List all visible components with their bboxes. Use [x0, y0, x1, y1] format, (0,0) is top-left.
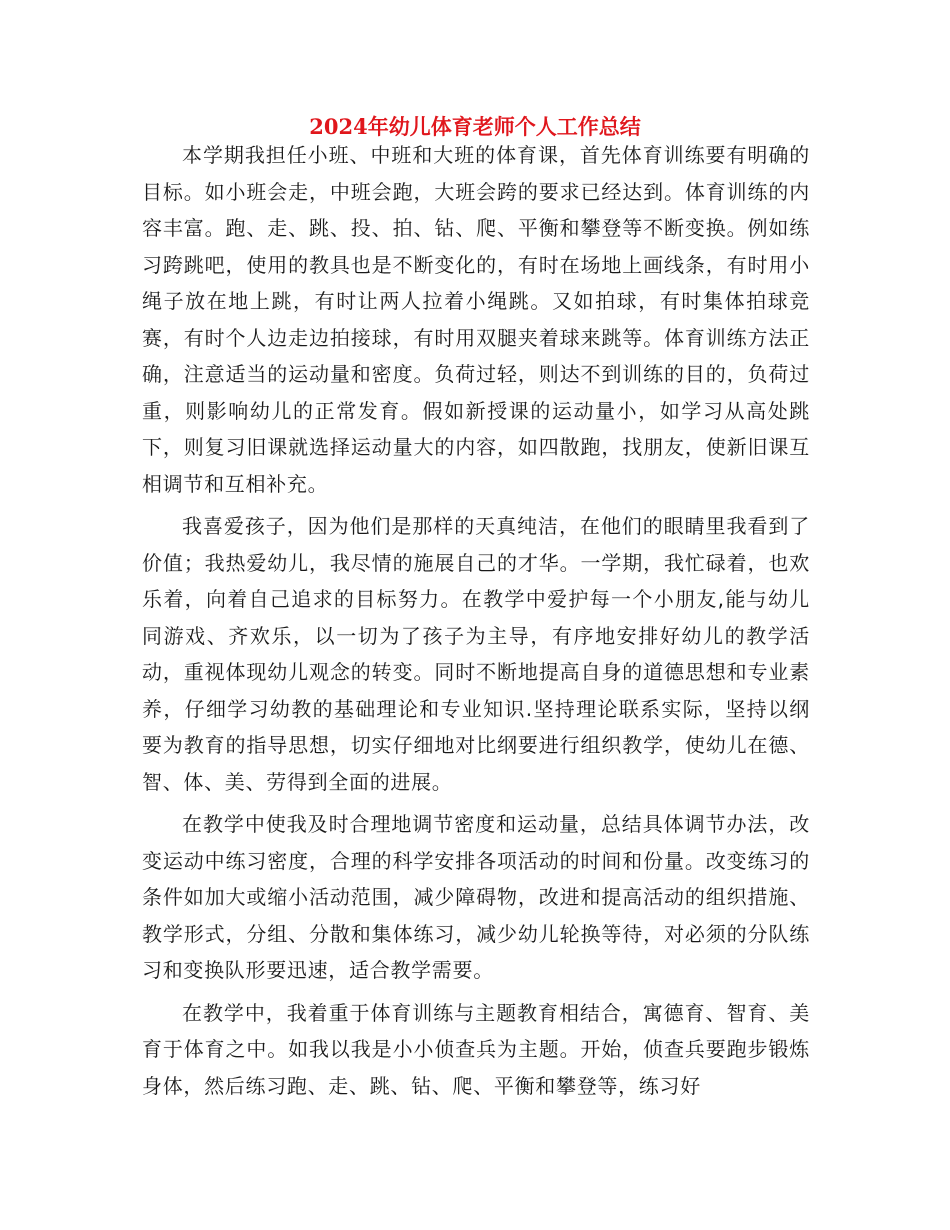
paragraph-4: 在教学中，我着重于体育训练与主题教育相结合，寓德育、智育、美育于体育之中。如我以我是小小侦查兵为主题。开始，侦查兵要跑步锻炼身体，然后练习跑、走、跳、钻、爬、平衡和攀登等，练习好: [142, 1000, 810, 1098]
paragraph-1: 本学期我担任小班、中班和大班的体育课，首先体育训练要有明确的目标。如小班会走，中班会跑，大班会跨的要求已经达到。体育训练的内容丰富。跑、走、跳、投、拍、钻、爬、平衡和攀登等不断变换。例如练习跨跳吧，使用的教具也是不断变化的，有时在场地上画线条，有时用小绳子放在地上跳，有时让两人拉着小绳跳。又如拍球，有时集体拍球竞赛，有时个人边走边拍接球，有时用双腿夹着球来跳等。体育训练方法正确，注意适当的运动量和密度。负荷过轻，则达不到训练的目的，负荷过重，则影响幼儿的正常发育。假如新授课的运动量小，如学习从高处跳下，则复习旧课就选择运动量大的内容，如四散跑，找朋友，使新旧课互相调节和互相补充。: [142, 143, 810, 496]
paragraph-3: 在教学中使我及时合理地调节密度和运动量，总结具体调节办法，改变运动中练习密度，合理的科学安排各项活动的时间和份量。改变练习的条件如加大或缩小活动范围，减少障碍物，改进和提高活动的组织措施、教学形式，分组、分散和集体练习，减少幼儿轮换等待，对必须的分队练习和变换队形要迅速，适合教学需要。: [142, 812, 810, 982]
paragraph-2: 我喜爱孩子，因为他们是那样的天真纯洁，在他们的眼睛里我看到了价值；我热爱幼儿，我尽情的施展自己的才华。一学期，我忙碌着，也欢乐着，向着自己追求的目标努力。在教学中爱护每一个小朋友,能与幼儿同游戏、齐欢乐，以一切为了孩子为主导，有序地安排好幼儿的教学活动，重视体现幼儿观念的转变。同时不断地提高自身的道德思想和专业素养，仔细学习幼教的基础理论和专业知识.坚持理论联系实际，坚持以纲要为教育的指导思想，切实仔细地对比纲要进行组织教学，使幼儿在德、智、体、美、劳得到全面的进展。: [142, 514, 810, 794]
document-title: 2024年幼儿体育老师个人工作总结: [309, 114, 641, 139]
document-body: [142, 137, 810, 1110]
